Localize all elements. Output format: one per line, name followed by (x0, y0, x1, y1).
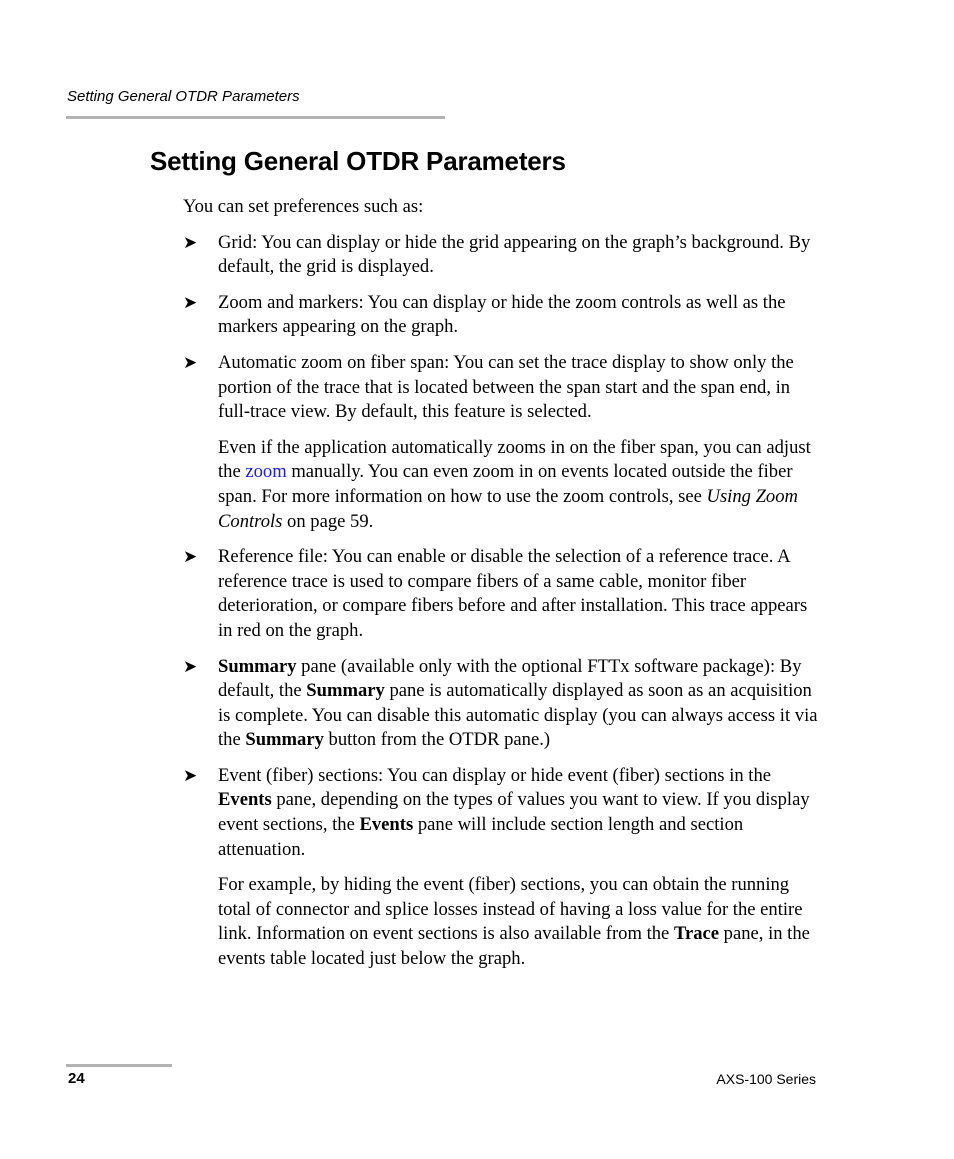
list-item-text: Grid: You can display or hide the grid appearing on the graph’s background. By default, the grid is displayed. (218, 231, 811, 278)
summary-text: pane (available only with the optional FTTx software package): By default, the (218, 655, 802, 702)
trace-term: Trace (673, 923, 720, 945)
zoom-note-text: on page 59. (282, 510, 374, 532)
arrow-bullet-icon: ➤ (183, 352, 198, 373)
footer-rule (66, 1064, 172, 1067)
arrow-bullet-icon: ➤ (183, 656, 198, 677)
list-item-summary (183, 655, 823, 753)
list-item-reference-file (183, 545, 823, 643)
events-note-text: For example, by hiding the event (fiber) sections, you can obtain the running total of connector and splice losses instead of having a loss value for the entire link. Information on event sections is also available from the (218, 874, 803, 945)
list-item-grid (183, 231, 823, 280)
header-rule (66, 116, 445, 119)
list-item-text: Zoom and markers: You can display or hide the zoom controls as well as the markers appearing on the graph. (218, 291, 786, 338)
page-title: Setting General OTDR Parameters (150, 146, 566, 176)
list-item-zoom-markers (183, 291, 823, 340)
summary-text: button from the OTDR pane.) (323, 729, 551, 751)
summary-term: Summary (306, 680, 385, 702)
zoom-note-text: Even if the application automatically zooms in on the fiber span, you can adjust the (218, 436, 811, 483)
events-term: Events (218, 789, 272, 811)
summary-term: Summary (245, 729, 324, 751)
arrow-bullet-icon: ➤ (183, 547, 198, 568)
list-item-event-sections (183, 764, 823, 862)
zoom-controls-xref: Using Zoom Controls (218, 485, 798, 532)
events-note-paragraph (218, 873, 823, 971)
list-item-text (218, 656, 818, 751)
running-header: Setting General OTDR Parameters (67, 88, 300, 105)
body-content (183, 195, 823, 983)
summary-text: pane is automatically displayed as soon as an acquisition is complete. You can disable this automatic display (you can always access it via the (218, 680, 818, 751)
intro-paragraph: You can set preferences such as: (183, 196, 424, 217)
page-number: 24 (68, 1070, 85, 1087)
list-item-text: Automatic zoom on fiber span: You can set the trace display to show only the portion of the trace that is located between the span start and the span end, in full-trace view. By default, this feature is selected. (218, 351, 794, 423)
zoom-note-paragraph (218, 436, 823, 534)
list-item-text: Reference file: You can enable or disable the selection of a reference trace. A reference trace is used to compare fibers of a same cable, monitor fiber deterioration, or compare fibers before and after installation. This trace appears in red on the graph. (218, 546, 808, 641)
arrow-bullet-icon: ➤ (183, 765, 198, 786)
list-item-text (218, 765, 810, 860)
zoom-note-text: manually. You can even zoom in on events located outside the fiber span. For more information on how to use the zoom controls, see (218, 461, 793, 507)
arrow-bullet-icon: ➤ (183, 292, 198, 313)
events-text: Event (fiber) sections: You can display or hide event (fiber) sections in the (218, 764, 772, 786)
events-term: Events (359, 814, 414, 836)
product-name: AXS-100 Series (716, 1071, 816, 1087)
list-item-auto-zoom (183, 351, 823, 425)
events-text: pane will include section length and section attenuation. (218, 814, 744, 860)
summary-term: Summary (218, 655, 297, 677)
events-text: pane, depending on the types of values you want to view. If you display event sections, the (218, 789, 810, 836)
arrow-bullet-icon: ➤ (183, 232, 198, 253)
events-note-text: pane, in the events table located just below the graph. (218, 923, 810, 970)
zoom-link[interactable]: zoom (245, 461, 287, 483)
